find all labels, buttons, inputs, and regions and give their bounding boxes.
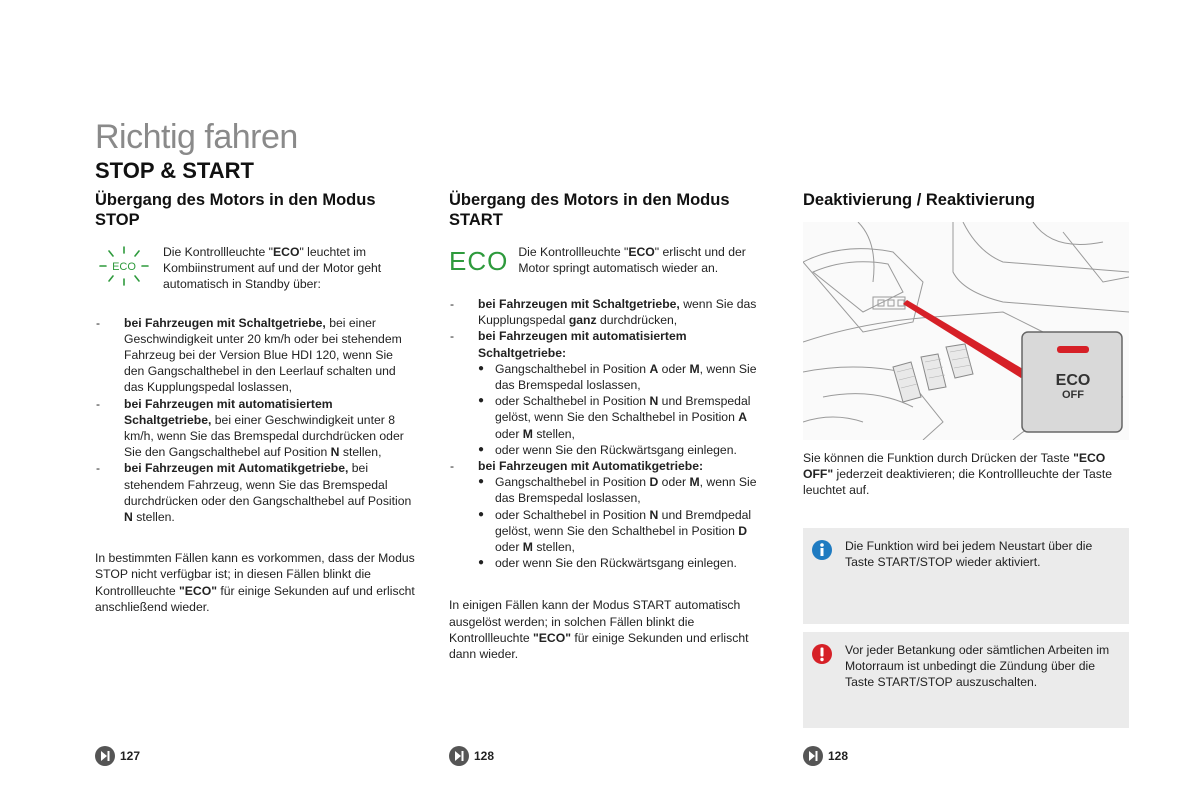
- column-stop-mode: [95, 190, 415, 615]
- sub-list-item: ● oder wenn Sie den Rückwärtsgang einlegen.: [478, 442, 774, 458]
- deactivation-text: Sie können die Funktion durch Drücken der Taste "ECO OFF" jederzeit deaktivieren; die Kontrollleuchte der Taste leuchtet auf.: [803, 451, 1113, 498]
- list-item: - bei Fahrzeugen mit Automatikgetriebe, bei stehendem Fahrzeug, wenn Sie das Bremspedal durchdrücken oder den Gangschalthebel auf Position N stellen.: [95, 460, 415, 525]
- off-label: OFF: [1062, 389, 1084, 402]
- dashboard-illustration: [803, 222, 1129, 440]
- list-item: - bei Fahrzeugen mit automatisiertem Schaltgetriebe, bei einer Geschwindigkeit unter 8 km/h, wenn Sie das Bremspedal durchdrücken oder Sie den Gangschalthebel auf Position N stellen,: [95, 396, 415, 461]
- list-item: - bei Fahrzeugen mit Schaltgetriebe, bei einer Geschwindigkeit unter 20 km/h oder bei stehendem Fahrzeug bei der Version Blue HDI 120, wenn Sie den Gangschalthebel in den Leerlauf schalten und das Kupplungspedal loslassen,: [95, 315, 415, 396]
- page-title: Richtig fahren: [95, 118, 298, 156]
- info-icon: [812, 540, 832, 564]
- column-deactivation: [803, 190, 1129, 728]
- start-note-text: In einigen Fällen kann der Modus START automatisch ausgelöst werden; in solchen Fällen blinkt die Kontrollleuchte "ECO" für einige Sekunden und erlischt dann wieder.: [449, 598, 749, 662]
- info-text: Die Funktion wird bei jedem Neustart über die Taste START/STOP wieder aktiviert.: [845, 538, 1093, 569]
- page-number: 127: [120, 749, 141, 763]
- list-item: - bei Fahrzeugen mit automatisiertem Schaltgetriebe: ● Gangschalthebel in Position A oder M, wenn Sie das Bremspedal loslassen, ● oder Schalthebel in Position N und Bremspedal gelöst, wenn Sie den Schalthebel in Position A oder M stellen, ● oder wenn Sie den Rückwärtsgang einlegen.: [449, 328, 774, 458]
- next-page-icon: [803, 746, 823, 766]
- page-reference-link[interactable]: [803, 746, 848, 766]
- heading-start-mode: Übergang des Motors in den Modus START: [449, 191, 730, 229]
- list-item: - bei Fahrzeugen mit Automatikgetriebe: ● Gangschalthebel in Position D oder M, wenn Sie das Bremspedal loslassen, ● oder Schalthebel in Position N und Bremdpedal gelöst, wenn Sie den Schalthebel in Position D oder M stellen, ● oder wenn Sie den Rückwärtsgang einlegen.: [449, 458, 774, 571]
- start-intro-text: Die Kontrollleuchte "ECO" erlischt und der Motor springt automatisch wieder an.: [518, 245, 746, 276]
- section-title: STOP & START: [95, 158, 254, 183]
- eco-indicator-icon: [449, 244, 508, 278]
- sub-list-item: ● oder Schalthebel in Position N und Bremdpedal gelöst, wenn Sie den Schalthebel in Position D oder M stellen,: [478, 507, 774, 556]
- heading-stop-mode: Übergang des Motors in den Modus STOP: [95, 191, 376, 229]
- stop-intro-text: Die Kontrollleuchte "ECO" leuchtet im Kombiinstrument auf und der Motor geht automatisch in Standby über:: [163, 245, 382, 292]
- warning-icon: [812, 644, 832, 668]
- next-page-icon: [95, 746, 115, 766]
- warning-box: [803, 632, 1129, 728]
- svg-text:ECO: ECO: [112, 261, 136, 273]
- stop-conditions-list: [95, 315, 415, 526]
- page-number: 128: [474, 749, 495, 763]
- list-item: - bei Fahrzeugen mit Schaltgetriebe, wenn Sie das Kupplungspedal ganz durchdrücken,: [449, 296, 774, 328]
- start-conditions-list: [449, 296, 774, 571]
- sub-list-item: ● Gangschalthebel in Position A oder M, wenn Sie das Bremspedal loslassen,: [478, 361, 774, 393]
- heading-deactivation: Deaktivierung / Reaktivierung: [803, 191, 1035, 209]
- page-number: 128: [828, 749, 849, 763]
- stop-note-text: In bestimmten Fällen kann es vorkommen, dass der Modus STOP nicht verfügbar ist; in diesen Fällen blinkt die Kontrollleuchte "ECO" für einige Sekunden auf und erlischt anschließend wieder.: [95, 551, 415, 614]
- eco-indicator-label: ECO: [449, 245, 509, 276]
- next-page-icon: [449, 746, 469, 766]
- sub-list-item: ● Gangschalthebel in Position D oder M, wenn Sie das Bremspedal loslassen,: [478, 474, 774, 506]
- warning-text: Vor jeder Betankung oder sämtlichen Arbeiten im Motorraum ist unbedingt die Zündung über die Taste START/STOP auszuschalten.: [845, 642, 1110, 690]
- eco-label: ECO: [1055, 372, 1091, 390]
- sub-list-item: ● oder wenn Sie den Rückwärtsgang einlegen.: [478, 555, 774, 571]
- sub-list-item: ● oder Schalthebel in Position N und Bremspedal gelöst, wenn Sie den Schalthebel in Position A oder M stellen,: [478, 393, 774, 442]
- page-reference-link[interactable]: [95, 746, 140, 766]
- eco-warning-lamp-icon: [95, 244, 153, 288]
- page-reference-link[interactable]: [449, 746, 494, 766]
- column-start-mode: [449, 190, 774, 662]
- eco-off-button-label: [1025, 374, 1121, 402]
- info-box: [803, 528, 1129, 624]
